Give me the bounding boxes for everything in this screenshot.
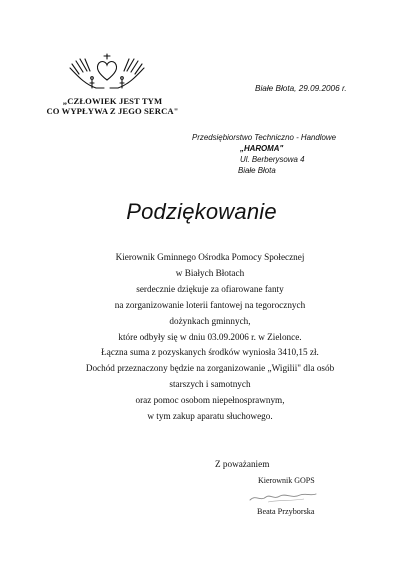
motto-line-1: „CZŁOWIEK JEST TYM <box>62 96 163 106</box>
recipient-city: Białe Błota <box>238 166 276 175</box>
motto-line-2: CO WYPŁYWA Z JEGO SERCA" <box>46 106 179 116</box>
body-line: w Białych Błotach <box>175 267 245 278</box>
recipient-company: Przedsiębiorstwo Techniczno - Handlowe <box>192 133 337 142</box>
hands-heart-logo <box>66 50 148 94</box>
body-line: Kierownik Gminnego Ośrodka Pomocy Społecznej <box>115 252 305 262</box>
body-line: w tym zakup aparatu słuchowego. <box>147 411 273 422</box>
signer-name: Beata Przyborska <box>257 507 315 516</box>
signer-position: Kierownik GOPS <box>258 476 315 485</box>
body-line: dożynkach gminnych, <box>169 315 251 326</box>
body-line: serdecznie dziękuje za ofiarowane fanty <box>136 283 284 294</box>
body-line: Dochód przeznaczony będzie na zorganizowanie „Wigilii" dla osób <box>85 363 335 374</box>
recipient-name: „HAROMA" <box>240 144 284 153</box>
letter-body <box>60 250 360 425</box>
body-line: oraz pomoc osobom niepełnosprawnym, <box>135 395 285 406</box>
recipient-street: Ul. Berberysowa 4 <box>240 155 305 164</box>
body-line: na zorganizowanie loterii fantowej na tegorocznych <box>114 299 306 310</box>
recipient-address <box>192 132 392 176</box>
handwritten-signature <box>248 490 318 504</box>
body-line: Łączna suma z pozyskanych środków wyniosła 3410,15 zł. <box>101 347 319 358</box>
body-line: które odbyły się w dniu 03.09.2006 r. w Zielonce. <box>118 331 302 342</box>
body-line: starszych i samotnych <box>169 379 251 390</box>
letterhead-motto <box>40 96 185 116</box>
letter-title: Podziękowanie <box>126 199 277 224</box>
closing-phrase: Z poważaniem <box>215 459 270 469</box>
place-date: Białe Błota, 29.09.2006 r. <box>255 84 347 93</box>
